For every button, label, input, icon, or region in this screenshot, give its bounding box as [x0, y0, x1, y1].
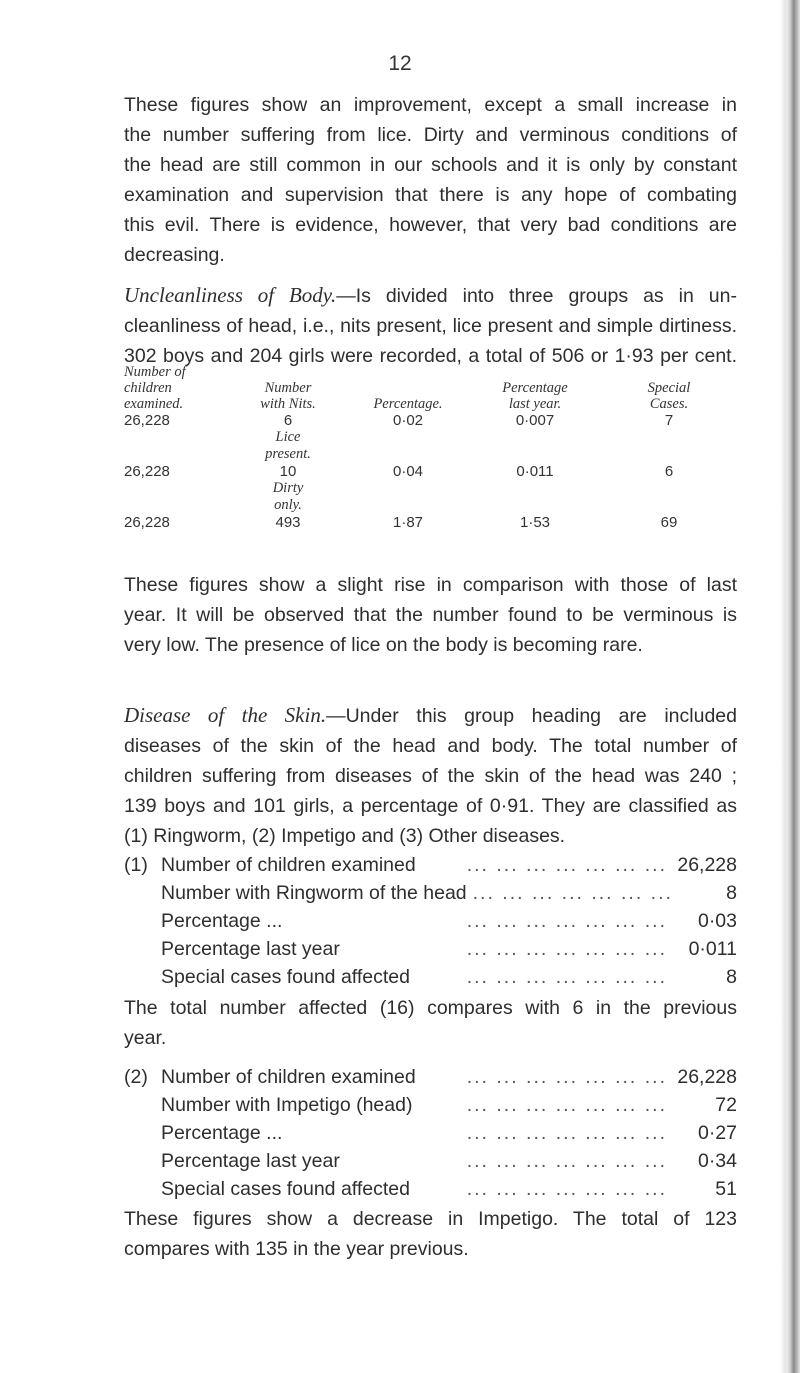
text-line: this evil. There is evidence, however, that very bad conditions are: [124, 214, 737, 236]
text-line: (1) Ringworm, (2) Impetigo and (3) Other diseases.: [124, 825, 566, 847]
dot-leader: ... ... ... ... ... ... ...: [466, 1178, 667, 1200]
dot-leader: ... ... ... ... ... ... ...: [466, 1094, 667, 1116]
list-item-label: Percentage last year: [161, 938, 340, 960]
paragraph-impetigo-decrease: [124, 1204, 737, 1264]
list-item-value: 0·27: [697, 1122, 737, 1144]
table-row: [124, 514, 744, 531]
list-item-label: Percentage ...: [161, 1122, 283, 1144]
list-item: [124, 935, 737, 963]
list-item: [124, 879, 737, 907]
section-heading: Disease of the Skin.: [124, 703, 327, 727]
dot-leader: ... ... ... ... ... ... ...: [466, 966, 667, 988]
list-item-value: 0·03: [697, 910, 737, 932]
ringworm-statistics-list: [124, 851, 737, 991]
paragraph-lice-improvement: [124, 90, 737, 270]
table-cell: 1·53: [519, 514, 551, 531]
text-line: children suffering from diseases of the skin of the head was 240 ;: [124, 765, 737, 787]
list-item-value: 0·34: [697, 1150, 737, 1172]
text-line: [124, 280, 737, 311]
table-header-row: [124, 364, 744, 412]
table-cell: 0·02: [392, 412, 424, 429]
paragraph-lice-on-body: [124, 570, 737, 660]
list-item-label: Number with Impetigo (head): [161, 1094, 413, 1116]
text-line: These figures show a slight rise in comparison with those of last: [124, 574, 737, 596]
text-line: year.: [124, 1027, 167, 1049]
list-item: [124, 1175, 737, 1203]
paragraph-disease-of-skin: [124, 700, 737, 851]
text-line: examination and supervision that there is any hope of combating: [124, 184, 737, 206]
page-number: 12: [388, 52, 412, 75]
impetigo-statistics-list: [124, 1063, 737, 1203]
text-line: the head are still common in our schools and it is only by constant: [124, 154, 737, 176]
text-line: These figures show an improvement, except a small increase in: [124, 94, 737, 116]
text-line: the number suffering from lice. Dirty and verminous conditions of: [124, 124, 737, 146]
list-item-label: Special cases found affected: [161, 1178, 410, 1200]
table-cell: 0·04: [392, 463, 424, 480]
column-header-percentage-last-year: Percentage last year.: [502, 380, 568, 412]
table-cell: 26,228: [124, 412, 170, 429]
dot-leader: ... ... ... ... ... ... ...: [466, 854, 667, 876]
list-item-value: 8: [726, 882, 737, 904]
list-item: [124, 1119, 737, 1147]
group-label-dirty-only: Dirty only.: [272, 480, 304, 513]
list-item: [124, 1091, 737, 1119]
list-item: [124, 963, 737, 991]
list-item: [124, 907, 737, 935]
dot-leader: ... ... ... ... ... ... ...: [466, 910, 667, 932]
table-row: [124, 412, 744, 429]
table-cell: 10: [279, 463, 297, 480]
list-item-label: Number of children examined: [161, 854, 416, 876]
list-item: [124, 851, 737, 879]
list-item-label: Number of children examined: [161, 1066, 416, 1088]
column-header-children-examined: Number of children examined.: [124, 364, 186, 412]
list-number: (1): [124, 854, 148, 876]
list-item-value: 26,228: [677, 854, 737, 876]
text-line: decreasing.: [124, 244, 225, 266]
list-item-value: 8: [726, 966, 737, 988]
table-cell: 26,228: [124, 514, 170, 531]
dot-leader: ... ... ... ... ... ... ...: [466, 938, 667, 960]
table-cell: 1·87: [392, 514, 424, 531]
list-item-value: 72: [715, 1094, 737, 1116]
table-cell: 0·007: [515, 412, 555, 429]
table-cell: 6: [664, 463, 674, 480]
text-line: 139 boys and 101 girls, a percentage of 0·91. They are classified as: [124, 795, 737, 817]
list-item: [124, 1147, 737, 1175]
list-item-value: 51: [715, 1178, 737, 1200]
table-cell: 7: [664, 412, 674, 429]
dot-leader: ... ... ... ... ... ... ...: [466, 1122, 667, 1144]
table-cell: 69: [660, 514, 678, 531]
table-group-row: [124, 429, 744, 463]
table-cell: 26,228: [124, 463, 170, 480]
text-line: [124, 700, 737, 731]
table-cell: 6: [283, 412, 293, 429]
text-line: 302 boys and 204 girls were recorded, a total of 506 or 1·93 per cent.: [124, 345, 737, 367]
text-line: The total number affected (16) compares with 6 in the previous: [124, 997, 737, 1019]
text-line: cleanliness of head, i.e., nits present, lice present and simple dirtiness.: [124, 315, 737, 337]
list-item-label: Special cases found affected: [161, 966, 410, 988]
dot-leader: ... ... ... ... ... ... ...: [472, 882, 673, 904]
text-line: year. It will be observed that the number found to be verminous is: [124, 604, 737, 626]
list-number: (2): [124, 1066, 148, 1088]
list-item-label: Percentage last year: [161, 1150, 340, 1172]
column-header-number: Number with Nits.: [260, 380, 316, 412]
list-item: [124, 1063, 737, 1091]
text-fragment: —Under this group heading are included: [326, 705, 737, 727]
group-label-lice-present: Lice present.: [265, 429, 311, 462]
page-binding-edge: [786, 0, 800, 1373]
section-heading: Uncleanliness of Body.: [124, 283, 337, 307]
table-row: [124, 463, 744, 480]
text-fragment: —Is divided into three groups as in un-: [336, 285, 737, 307]
paragraph-ringworm-comparison: [124, 993, 737, 1053]
list-item-label: Number with Ringworm of the head: [161, 882, 467, 904]
dot-leader: ... ... ... ... ... ... ...: [466, 1150, 667, 1172]
table-cell: 493: [275, 514, 301, 531]
column-header-special-cases: Special Cases.: [647, 380, 691, 412]
text-line: very low. The presence of lice on the body is becoming rare.: [124, 634, 643, 656]
column-header-percentage: Percentage.: [373, 396, 443, 412]
text-line: compares with 135 in the year previous.: [124, 1238, 469, 1260]
table-group-row: [124, 480, 744, 514]
text-line: diseases of the skin of the head and body. The total number of: [124, 735, 737, 757]
body-uncleanliness-table: [124, 364, 744, 531]
table-cell: 0·011: [516, 463, 554, 480]
list-item-value: 0·011: [688, 938, 737, 960]
paragraph-uncleanliness-of-body: [124, 280, 737, 371]
dot-leader: ... ... ... ... ... ... ...: [466, 1066, 667, 1088]
list-item-label: Percentage ...: [161, 910, 283, 932]
text-line: These figures show a decrease in Impetigo. The total of 123: [124, 1208, 737, 1230]
list-item-value: 26,228: [677, 1066, 737, 1088]
